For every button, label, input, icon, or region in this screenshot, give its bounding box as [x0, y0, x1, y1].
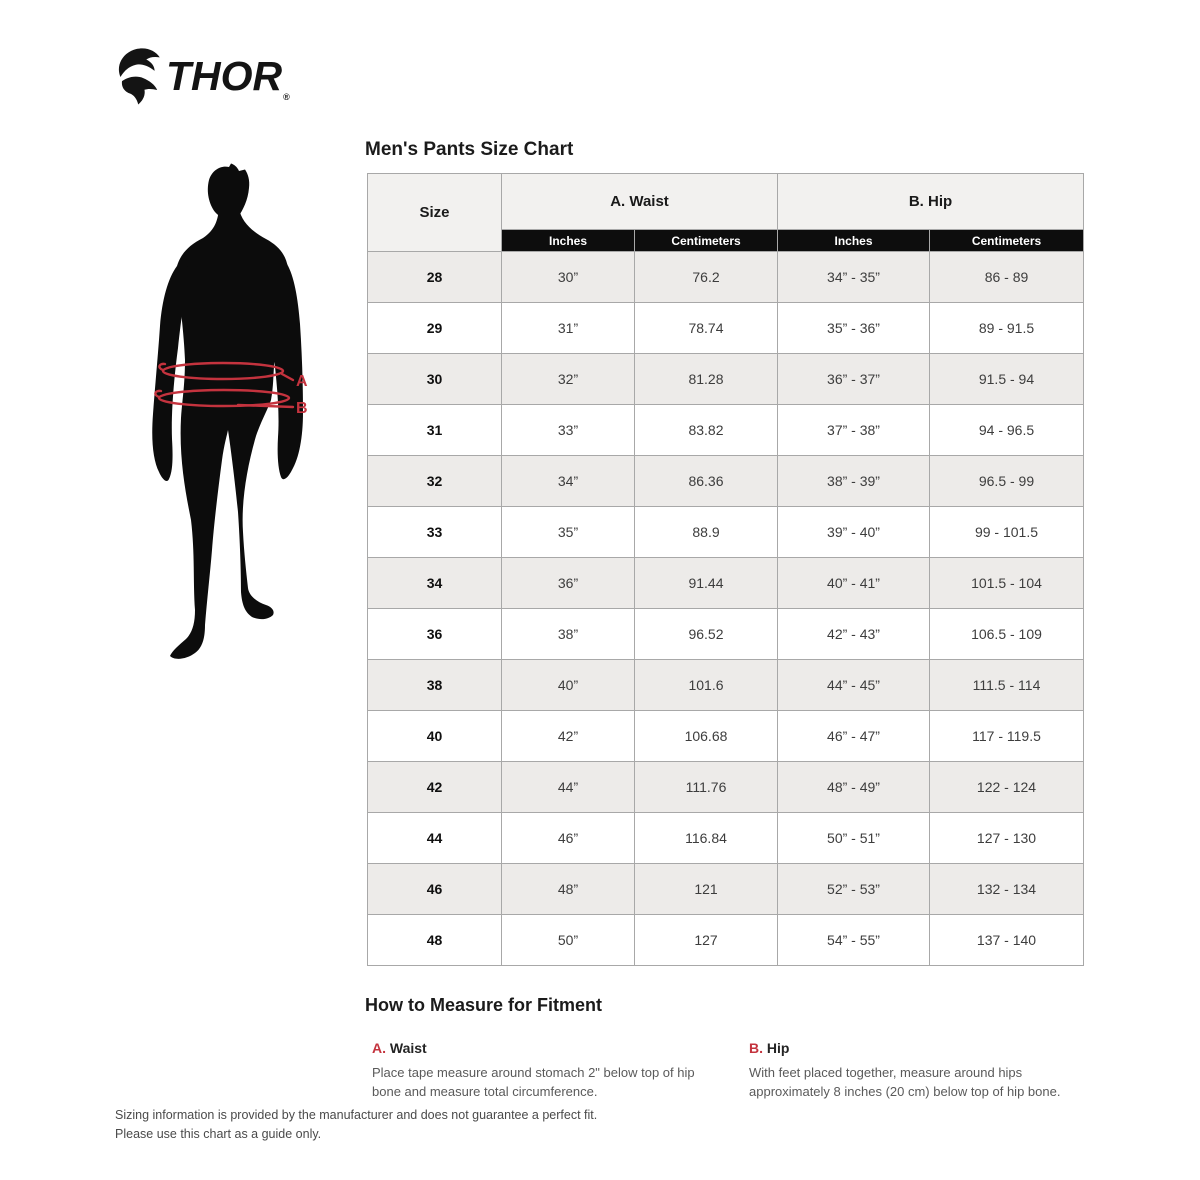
size-cell: 32 [368, 456, 502, 507]
hip-centimeters-cell: 101.5 - 104 [930, 558, 1084, 609]
measure-hip-title [749, 1040, 1105, 1056]
measure-waist-key: A. [372, 1040, 386, 1056]
hip-label-b: B [296, 400, 308, 417]
hip-inches-cell: 37” - 38” [778, 405, 930, 456]
size-cell: 48 [368, 915, 502, 966]
hip-inches-cell: 42” - 43” [778, 609, 930, 660]
hip-inches-cell: 44” - 45” [778, 660, 930, 711]
hip-centimeters-cell: 127 - 130 [930, 813, 1084, 864]
hip-inches-cell: 50” - 51” [778, 813, 930, 864]
waist-centimeters-header: Centimeters [635, 230, 778, 252]
waist-centimeters-cell: 81.28 [635, 354, 778, 405]
hip-inches-cell: 52” - 53” [778, 864, 930, 915]
hip-centimeters-cell: 94 - 96.5 [930, 405, 1084, 456]
hip-group-header: B. Hip [778, 174, 1084, 230]
table-row [368, 507, 1084, 558]
waist-inches-cell: 50” [502, 915, 635, 966]
hip-inches-cell: 48” - 49” [778, 762, 930, 813]
hip-centimeters-cell: 117 - 119.5 [930, 711, 1084, 762]
hip-centimeters-cell: 96.5 - 99 [930, 456, 1084, 507]
measure-item-waist [365, 1040, 742, 1101]
waist-centimeters-cell: 106.68 [635, 711, 778, 762]
waist-inches-cell: 42” [502, 711, 635, 762]
waist-inches-cell: 32” [502, 354, 635, 405]
table-row [368, 660, 1084, 711]
waist-label-a: A [296, 373, 308, 390]
waist-centimeters-cell: 127 [635, 915, 778, 966]
waist-centimeters-cell: 121 [635, 864, 778, 915]
size-cell: 46 [368, 864, 502, 915]
waist-centimeters-cell: 101.6 [635, 660, 778, 711]
waist-centimeters-cell: 91.44 [635, 558, 778, 609]
waist-centimeters-cell: 88.9 [635, 507, 778, 558]
waist-inches-header: Inches [502, 230, 635, 252]
table-row [368, 303, 1084, 354]
waist-inches-cell: 46” [502, 813, 635, 864]
size-table-body [368, 252, 1084, 966]
sizing-disclaimer [115, 1106, 597, 1144]
size-cell: 31 [368, 405, 502, 456]
waist-inches-cell: 30” [502, 252, 635, 303]
size-column-header: Size [368, 174, 502, 252]
size-cell: 40 [368, 711, 502, 762]
hip-centimeters-cell: 106.5 - 109 [930, 609, 1084, 660]
waist-centimeters-cell: 116.84 [635, 813, 778, 864]
hip-inches-header: Inches [778, 230, 930, 252]
hip-inches-cell: 54” - 55” [778, 915, 930, 966]
size-cell: 38 [368, 660, 502, 711]
size-chart-table-wrap [367, 173, 1084, 966]
measure-waist-text: Place tape measure around stomach 2" below top of hip bone and measure total circumference. [372, 1065, 695, 1100]
hip-centimeters-cell: 137 - 140 [930, 915, 1084, 966]
disclaimer-line-2: Please use this chart as a guide only. [115, 1127, 322, 1141]
table-row [368, 915, 1084, 966]
hip-centimeters-cell: 122 - 124 [930, 762, 1084, 813]
hip-centimeters-cell: 86 - 89 [930, 252, 1084, 303]
hip-centimeters-cell: 132 - 134 [930, 864, 1084, 915]
waist-inches-cell: 40” [502, 660, 635, 711]
measure-hip-key: B. [749, 1040, 763, 1056]
measure-item-hip [742, 1040, 1105, 1101]
waist-centimeters-cell: 83.82 [635, 405, 778, 456]
table-row [368, 609, 1084, 660]
measure-hip-text: With feet placed together, measure around hips approximately 8 inches (20 cm) below top of hip bone. [749, 1065, 1061, 1100]
body-measurement-figure [135, 162, 325, 662]
hip-inches-cell: 38” - 39” [778, 456, 930, 507]
size-cell: 30 [368, 354, 502, 405]
hip-inches-cell: 36” - 37” [778, 354, 930, 405]
size-cell: 28 [368, 252, 502, 303]
page-title: Men's Pants Size Chart [365, 139, 574, 160]
table-row [368, 354, 1084, 405]
hip-inches-cell: 40” - 41” [778, 558, 930, 609]
thor-wordmark: THOR [166, 52, 283, 99]
measure-waist-title [372, 1040, 742, 1056]
size-cell: 29 [368, 303, 502, 354]
waist-inches-cell: 35” [502, 507, 635, 558]
waist-inches-cell: 38” [502, 609, 635, 660]
size-cell: 34 [368, 558, 502, 609]
table-row [368, 405, 1084, 456]
thor-goat-icon [110, 46, 164, 106]
table-row [368, 711, 1084, 762]
waist-inches-cell: 33” [502, 405, 635, 456]
waist-centimeters-cell: 76.2 [635, 252, 778, 303]
waist-inches-cell: 44” [502, 762, 635, 813]
hip-centimeters-cell: 99 - 101.5 [930, 507, 1084, 558]
waist-group-header: A. Waist [502, 174, 778, 230]
size-cell: 42 [368, 762, 502, 813]
measure-waist-label: Waist [389, 1040, 427, 1056]
thor-logo [110, 46, 290, 106]
how-to-measure-section [365, 995, 1105, 1101]
size-chart-table [367, 173, 1084, 966]
hip-inches-cell: 39” - 40” [778, 507, 930, 558]
waist-centimeters-cell: 96.52 [635, 609, 778, 660]
size-cell: 44 [368, 813, 502, 864]
table-row [368, 813, 1084, 864]
registered-trademark: ® [283, 92, 290, 102]
disclaimer-line-1: Sizing information is provided by the manufacturer and does not guarantee a perfect fit. [115, 1108, 598, 1122]
hip-centimeters-cell: 89 - 91.5 [930, 303, 1084, 354]
how-to-measure-heading: How to Measure for Fitment [365, 995, 603, 1015]
size-cell: 36 [368, 609, 502, 660]
waist-centimeters-cell: 111.76 [635, 762, 778, 813]
hip-centimeters-cell: 91.5 - 94 [930, 354, 1084, 405]
table-row [368, 864, 1084, 915]
hip-centimeters-cell: 111.5 - 114 [930, 660, 1084, 711]
hip-inches-cell: 46” - 47” [778, 711, 930, 762]
waist-inches-cell: 31” [502, 303, 635, 354]
table-row [368, 456, 1084, 507]
waist-centimeters-cell: 86.36 [635, 456, 778, 507]
table-row [368, 558, 1084, 609]
waist-inches-cell: 36” [502, 558, 635, 609]
size-cell: 33 [368, 507, 502, 558]
hip-inches-cell: 35” - 36” [778, 303, 930, 354]
waist-centimeters-cell: 78.74 [635, 303, 778, 354]
measure-hip-label: Hip [766, 1040, 790, 1056]
table-row [368, 762, 1084, 813]
table-row [368, 252, 1084, 303]
hip-centimeters-header: Centimeters [930, 230, 1084, 252]
hip-inches-cell: 34” - 35” [778, 252, 930, 303]
waist-inches-cell: 34” [502, 456, 635, 507]
waist-inches-cell: 48” [502, 864, 635, 915]
